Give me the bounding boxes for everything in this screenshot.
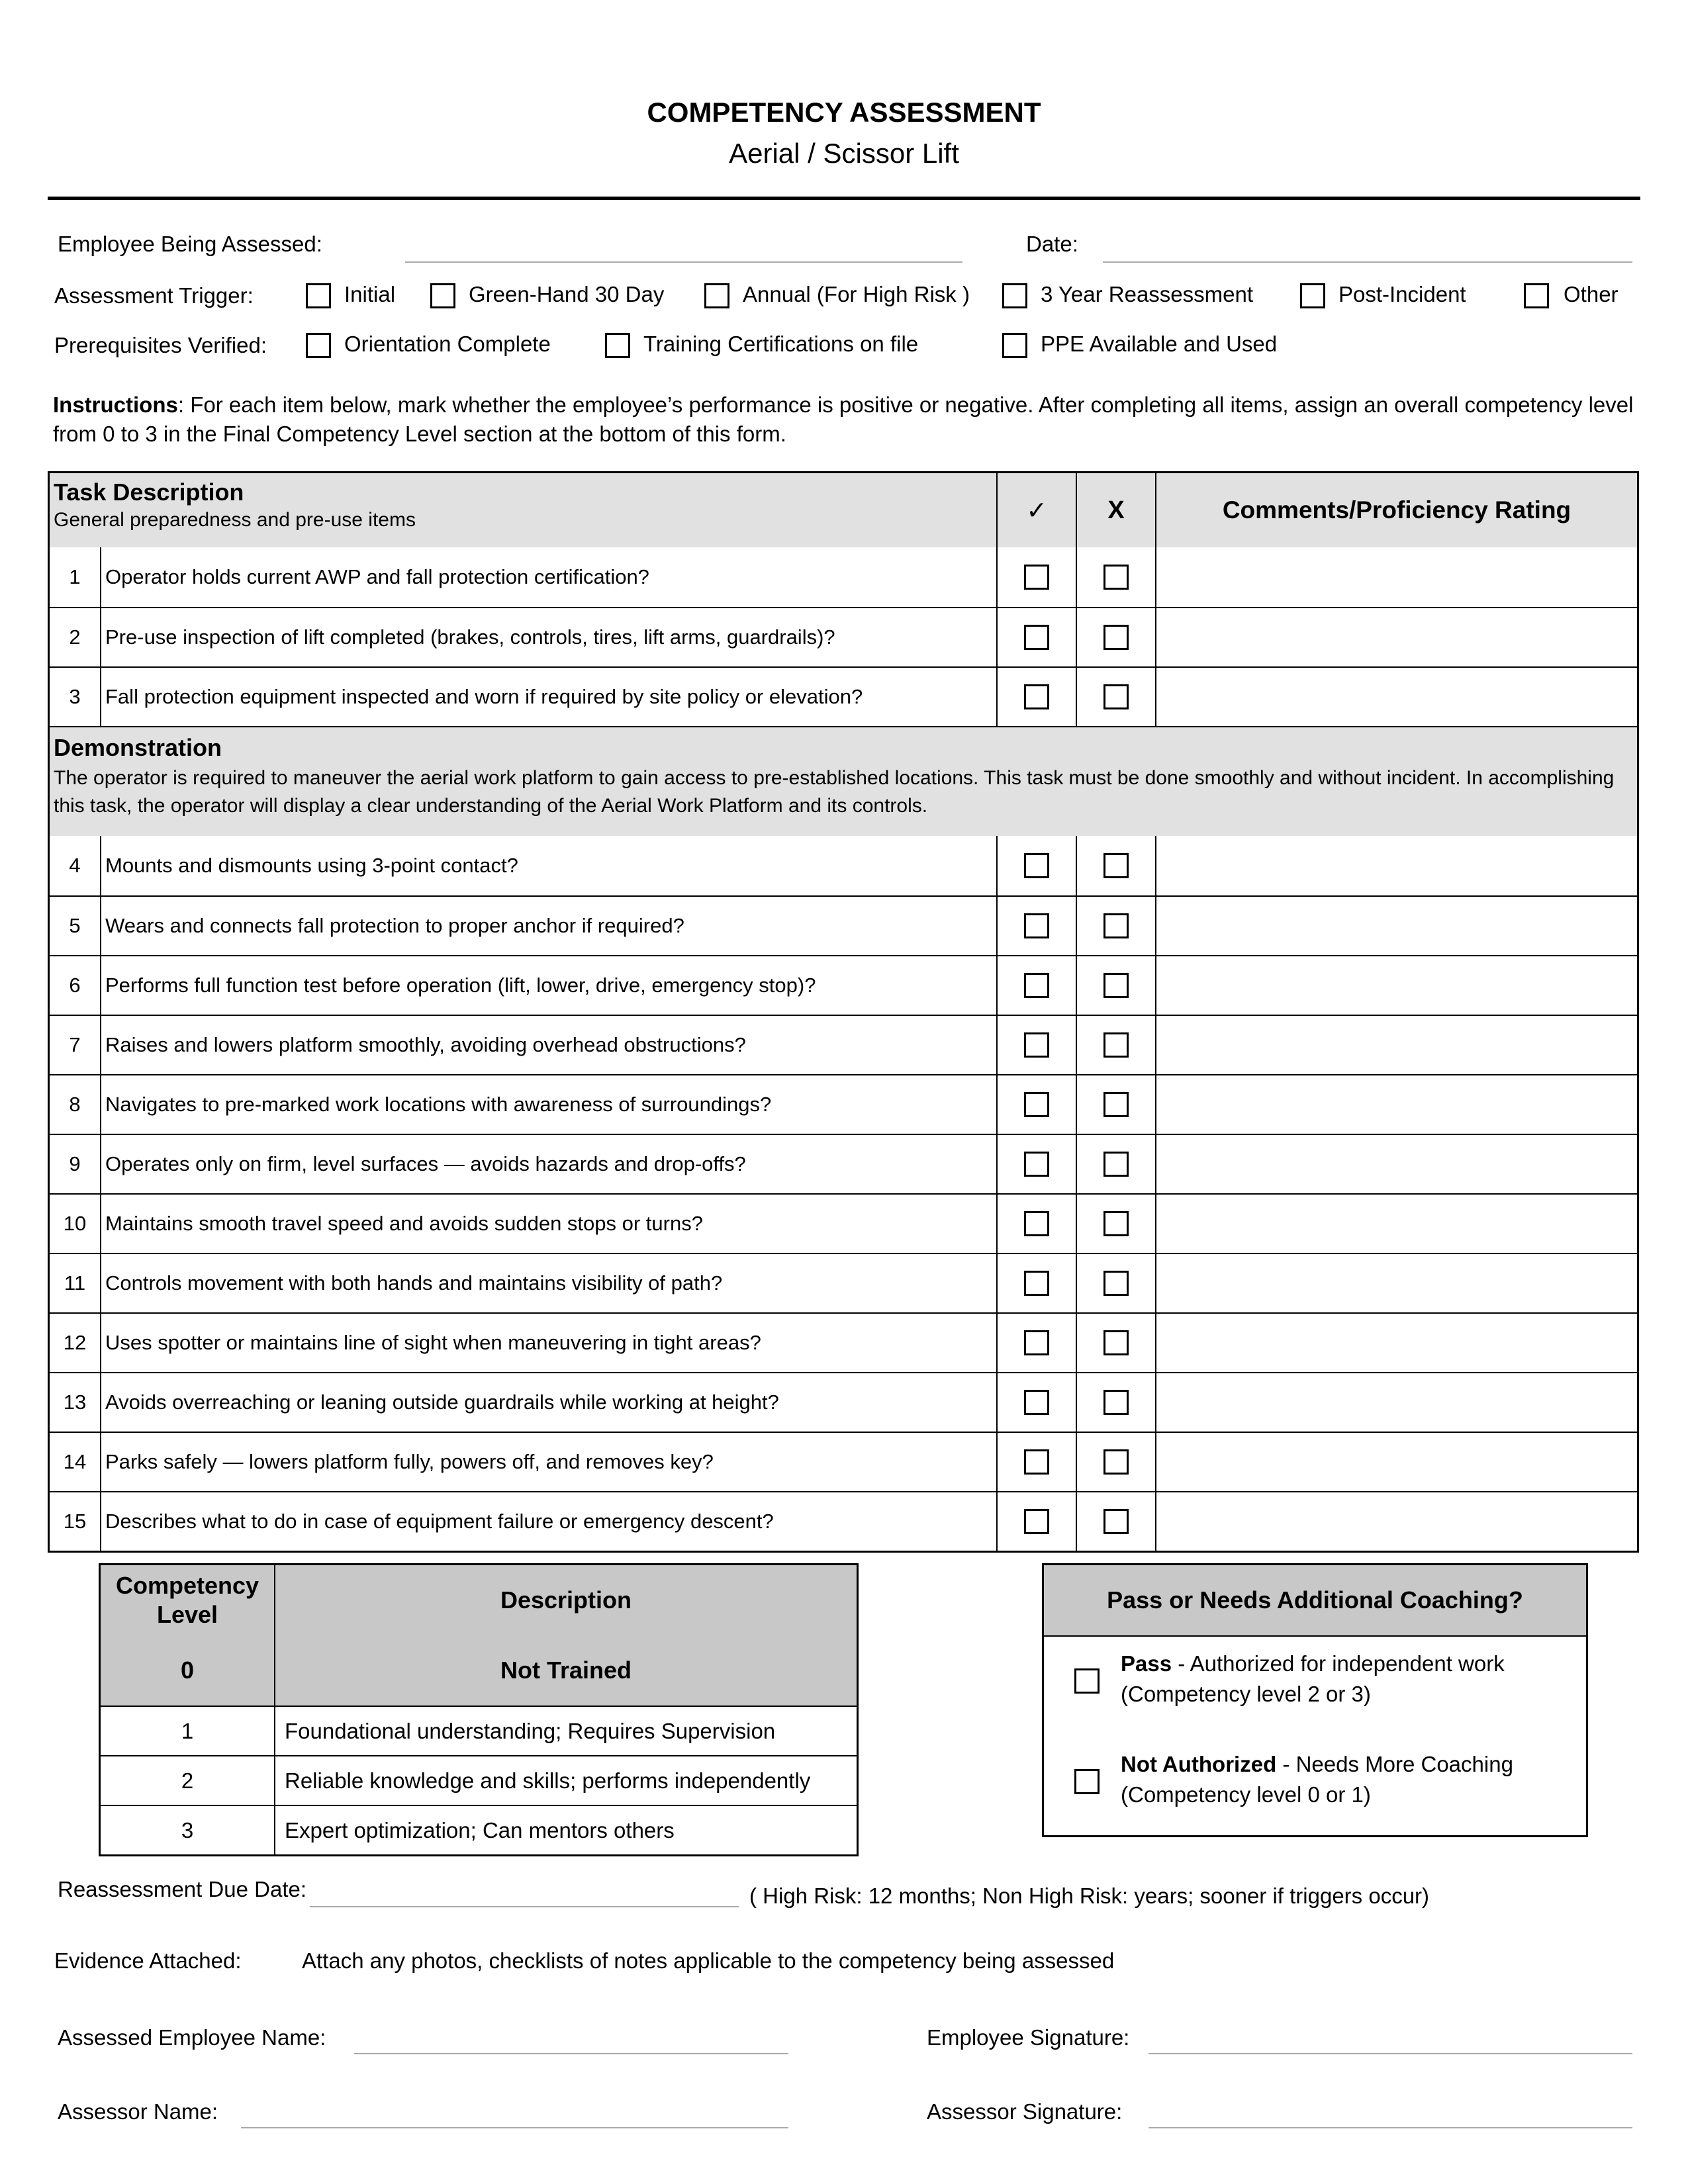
not-authorized-checkbox[interactable] — [1074, 1769, 1100, 1794]
item-x-cell — [1076, 1433, 1155, 1491]
item-check-checkbox[interactable] — [1024, 625, 1049, 650]
table-row — [50, 1134, 1637, 1193]
item-description: Controls movement with both hands and maintains visibility of path? — [100, 1254, 996, 1312]
reassessment-date-field[interactable] — [310, 1906, 739, 1907]
item-check-checkbox[interactable] — [1024, 1449, 1049, 1475]
table-row — [50, 1074, 1637, 1134]
item-comments-field[interactable] — [1155, 1492, 1637, 1551]
item-check-checkbox[interactable] — [1024, 1211, 1049, 1236]
item-description: Operator holds current AWP and fall protection certification? — [100, 547, 996, 607]
assessor-signature-field[interactable] — [1149, 2127, 1632, 2128]
item-number: 3 — [69, 685, 81, 708]
item-x-cell — [1076, 1492, 1155, 1551]
competency-level: 2 — [101, 1756, 275, 1805]
item-comments-field[interactable] — [1155, 1135, 1637, 1193]
competency-description: Not Trained — [500, 1657, 632, 1684]
item-number: 15 — [63, 1510, 87, 1533]
item-description: Performs full function test before operation (lift, lower, drive, emergency stop)? — [100, 956, 996, 1015]
employee-field[interactable] — [405, 261, 962, 263]
item-number: 5 — [69, 914, 81, 937]
pass-bold: Pass — [1121, 1651, 1172, 1676]
trigger-other-checkbox[interactable] — [1524, 283, 1549, 308]
table-row — [50, 836, 1637, 895]
competency-table — [99, 1563, 859, 1856]
item-check-checkbox[interactable] — [1024, 913, 1049, 938]
item-check-cell — [996, 1135, 1076, 1193]
item-x-cell — [1076, 1135, 1155, 1193]
item-check-cell — [996, 836, 1076, 895]
item-check-checkbox[interactable] — [1024, 1509, 1049, 1534]
competency-desc-header: Description — [500, 1586, 632, 1614]
trigger-label: Assessment Trigger: — [54, 283, 254, 308]
item-x-cell — [1076, 1314, 1155, 1372]
item-description: Describes what to do in case of equipment failure or emergency descent? — [100, 1492, 996, 1551]
item-x-cell — [1076, 547, 1155, 607]
item-check-cell — [996, 1433, 1076, 1491]
item-description: Avoids overreaching or leaning outside guardrails while working at height? — [100, 1373, 996, 1432]
item-comments-field[interactable] — [1155, 1254, 1637, 1312]
task-header-cell — [50, 473, 996, 547]
item-x-cell — [1076, 668, 1155, 726]
item-check-cell — [996, 668, 1076, 726]
check-header: ✓ — [996, 473, 1076, 547]
competency-row — [101, 1635, 857, 1706]
item-check-checkbox[interactable] — [1024, 1390, 1049, 1415]
item-comments-field[interactable] — [1155, 956, 1637, 1015]
competency-row — [101, 1755, 857, 1805]
trigger-post-incident-checkbox[interactable] — [1300, 283, 1325, 308]
item-comments-field[interactable] — [1155, 1433, 1637, 1491]
x-header: X — [1076, 473, 1155, 547]
date-label: Date: — [1026, 232, 1078, 256]
item-x-cell — [1076, 1373, 1155, 1432]
item-number: 10 — [63, 1212, 87, 1235]
item-comments-field[interactable] — [1155, 1016, 1637, 1074]
item-check-cell — [996, 608, 1076, 666]
item-check-cell — [996, 1075, 1076, 1134]
trigger-post-incident-label: Post-Incident — [1338, 282, 1466, 306]
item-check-checkbox[interactable] — [1024, 1152, 1049, 1177]
pass-box — [1042, 1563, 1588, 1837]
table-row — [50, 1372, 1637, 1432]
not-authorized-text: - Needs More Coaching (Competency level 0 or 1) — [1121, 1752, 1513, 1807]
item-comments-field[interactable] — [1155, 897, 1637, 955]
employee-label: Employee Being Assessed: — [58, 232, 322, 256]
item-description: Maintains smooth travel speed and avoids sudden stops or turns? — [100, 1195, 996, 1253]
item-number: 1 — [69, 565, 81, 588]
item-x-checkbox[interactable] — [1103, 1330, 1129, 1355]
pass-text: - Authorized for independent work (Competency level 2 or 3) — [1121, 1651, 1505, 1706]
page-subtitle: Aerial / Scissor Lift — [729, 138, 959, 169]
item-comments-field[interactable] — [1155, 1314, 1637, 1372]
item-x-cell — [1076, 1016, 1155, 1074]
employee-signature-field[interactable] — [1149, 2053, 1632, 2054]
prereq-label: Prerequisites Verified: — [54, 333, 267, 357]
table-row — [50, 955, 1637, 1015]
table-row — [50, 1253, 1637, 1312]
page-title: COMPETENCY ASSESSMENT — [647, 97, 1041, 128]
item-check-cell — [996, 1373, 1076, 1432]
item-x-checkbox[interactable] — [1103, 1152, 1129, 1177]
item-x-checkbox[interactable] — [1103, 1509, 1129, 1534]
evidence-label: Evidence Attached: — [54, 1948, 242, 1973]
item-x-cell — [1076, 608, 1155, 666]
item-description: Mounts and dismounts using 3-point contact? — [100, 836, 996, 895]
prereq-orientation-checkbox[interactable] — [306, 333, 331, 358]
item-check-cell — [996, 1254, 1076, 1312]
item-x-checkbox[interactable] — [1103, 1449, 1129, 1475]
table-row — [50, 1491, 1637, 1551]
item-comments-field[interactable] — [1155, 547, 1637, 607]
task-header: Task Description — [54, 478, 244, 506]
item-check-checkbox[interactable] — [1024, 973, 1049, 998]
item-number: 11 — [64, 1271, 86, 1295]
competency-row — [101, 1706, 857, 1755]
item-check-cell — [996, 1016, 1076, 1074]
table-row — [50, 607, 1637, 666]
item-description: Navigates to pre-marked work locations with awareness of surroundings? — [100, 1075, 996, 1134]
table-row — [50, 1312, 1637, 1372]
item-x-checkbox[interactable] — [1103, 1390, 1129, 1415]
item-x-cell — [1076, 1254, 1155, 1312]
table-header-row — [50, 473, 1637, 547]
competency-level-header: Competency Level — [101, 1565, 275, 1635]
item-x-checkbox[interactable] — [1103, 973, 1129, 998]
item-check-cell — [996, 547, 1076, 607]
item-x-checkbox[interactable] — [1103, 565, 1129, 590]
table-row — [50, 1015, 1637, 1074]
competency-description: Reliable knowledge and skills; performs independently — [285, 1768, 811, 1793]
prereq-orientation-label: Orientation Complete — [344, 332, 551, 356]
competency-description: Expert optimization; Can mentors others — [285, 1817, 675, 1843]
trigger-greenhand-checkbox[interactable] — [430, 283, 455, 308]
reassessment-note: ( High Risk: 12 months; Non High Risk: years; sooner if triggers occur) — [749, 1884, 1430, 1908]
item-description: Parks safely — lowers platform fully, powers off, and removes key? — [100, 1433, 996, 1491]
table-row — [50, 1432, 1637, 1491]
item-x-checkbox[interactable] — [1103, 684, 1129, 709]
item-check-checkbox[interactable] — [1024, 684, 1049, 709]
item-number: 12 — [63, 1331, 87, 1354]
comments-header: Comments/Proficiency Rating — [1155, 473, 1637, 547]
competency-header-row — [101, 1565, 857, 1635]
employee-name-label: Assessed Employee Name: — [58, 2025, 326, 2050]
item-comments-field[interactable] — [1155, 1195, 1637, 1253]
trigger-other-label: Other — [1564, 282, 1618, 306]
trigger-annual-checkbox[interactable] — [704, 283, 729, 308]
item-x-checkbox[interactable] — [1103, 853, 1129, 878]
employee-name-field[interactable] — [354, 2053, 788, 2054]
item-check-checkbox[interactable] — [1024, 565, 1049, 590]
item-number: 2 — [69, 625, 81, 649]
item-number: 6 — [69, 974, 81, 997]
item-description: Operates only on firm, level surfaces — avoids hazards and drop-offs? — [100, 1135, 996, 1193]
demonstration-section — [50, 726, 1637, 836]
item-x-checkbox[interactable] — [1103, 913, 1129, 938]
item-x-cell — [1076, 897, 1155, 955]
item-check-checkbox[interactable] — [1024, 1330, 1049, 1355]
competency-row — [101, 1805, 857, 1854]
trigger-3year-checkbox[interactable] — [1002, 283, 1027, 308]
prereq-ppe-label: PPE Available and Used — [1041, 332, 1278, 356]
competency-level: 3 — [101, 1806, 275, 1854]
task-subheader: General preparedness and pre-use items — [54, 509, 416, 531]
trigger-annual-label: Annual (For High Risk ) — [743, 282, 970, 306]
item-number: 7 — [69, 1033, 81, 1056]
item-comments-field[interactable] — [1155, 668, 1637, 726]
item-x-checkbox[interactable] — [1103, 1271, 1129, 1296]
item-check-checkbox[interactable] — [1024, 1092, 1049, 1117]
pass-checkbox[interactable] — [1074, 1668, 1100, 1694]
item-check-cell — [996, 897, 1076, 955]
item-description: Pre-use inspection of lift completed (brakes, controls, tires, lift arms, guardrails)? — [100, 608, 996, 666]
item-description: Wears and connects fall protection to proper anchor if required? — [100, 897, 996, 955]
competency-level: 0 — [101, 1635, 275, 1706]
employee-signature-label: Employee Signature: — [927, 2025, 1130, 2050]
assessor-name-label: Assessor Name: — [58, 2099, 218, 2124]
assessor-name-field[interactable] — [241, 2127, 788, 2128]
table-row — [50, 895, 1637, 955]
item-number: 8 — [69, 1093, 81, 1116]
prereq-ppe-checkbox[interactable] — [1002, 333, 1027, 358]
instructions-text: : For each item below, mark whether the employee’s performance is positive or negative. After completing all items, assign an overall competency level from 0 to 3 in the Final Competency Level section at the bottom of this form. — [53, 392, 1634, 446]
item-x-checkbox[interactable] — [1103, 1092, 1129, 1117]
evidence-text: Attach any photos, checklists of notes applicable to the competency being assessed — [302, 1948, 1115, 1973]
item-x-cell — [1076, 1195, 1155, 1253]
item-x-cell — [1076, 836, 1155, 895]
item-check-checkbox[interactable] — [1024, 853, 1049, 878]
item-check-cell — [996, 956, 1076, 1015]
header-divider — [48, 197, 1640, 200]
trigger-initial-label: Initial — [344, 282, 396, 306]
item-check-cell — [996, 1492, 1076, 1551]
item-description: Raises and lowers platform smoothly, avoiding overhead obstructions? — [100, 1016, 996, 1074]
item-comments-field[interactable] — [1155, 1373, 1637, 1432]
task-table — [48, 471, 1639, 1553]
item-check-cell — [996, 1195, 1076, 1253]
item-x-checkbox[interactable] — [1103, 1211, 1129, 1236]
trigger-greenhand-label: Green-Hand 30 Day — [469, 282, 665, 306]
item-number: 4 — [69, 854, 81, 877]
instructions-heading: Instructions — [53, 392, 178, 417]
section-title: Demonstration — [54, 734, 222, 761]
item-number: 14 — [63, 1450, 87, 1473]
item-x-checkbox[interactable] — [1103, 625, 1129, 650]
item-check-checkbox[interactable] — [1024, 1271, 1049, 1296]
instructions — [53, 390, 1635, 449]
item-number: 9 — [69, 1152, 81, 1175]
item-check-checkbox[interactable] — [1024, 1032, 1049, 1058]
item-x-checkbox[interactable] — [1103, 1032, 1129, 1058]
competency-description: Foundational understanding; Requires Supervision — [285, 1718, 776, 1743]
item-comments-field[interactable] — [1155, 836, 1637, 895]
table-row — [50, 1193, 1637, 1253]
table-row — [50, 547, 1637, 607]
table-row — [50, 666, 1637, 726]
trigger-3year-label: 3 Year Reassessment — [1041, 282, 1254, 306]
item-x-cell — [1076, 956, 1155, 1015]
item-number: 13 — [63, 1390, 87, 1414]
prereq-certifications-checkbox[interactable] — [605, 333, 630, 358]
trigger-initial-checkbox[interactable] — [306, 283, 331, 308]
item-x-cell — [1076, 1075, 1155, 1134]
prereq-certifications-label: Training Certifications on file — [643, 332, 919, 356]
item-comments-field[interactable] — [1155, 1075, 1637, 1134]
not-authorized-bold: Not Authorized — [1121, 1752, 1277, 1776]
section-text: The operator is required to maneuver the aerial work platform to gain access to pre-established locations. This task must be done smoothly and without incident. In accomplishing this task, the operator will display a clear understanding of the Aerial Work Platform and its controls. — [54, 767, 1615, 817]
item-description: Fall protection equipment inspected and worn if required by site policy or elevation? — [100, 668, 996, 726]
reassessment-label: Reassessment Due Date: — [58, 1877, 307, 1901]
assessor-signature-label: Assessor Signature: — [927, 2099, 1123, 2124]
date-field[interactable] — [1103, 261, 1632, 263]
competency-level: 1 — [101, 1707, 275, 1755]
item-check-cell — [996, 1314, 1076, 1372]
item-comments-field[interactable] — [1155, 608, 1637, 666]
item-description: Uses spotter or maintains line of sight when maneuvering in tight areas? — [100, 1314, 996, 1372]
pass-box-header: Pass or Needs Additional Coaching? — [1044, 1565, 1586, 1637]
